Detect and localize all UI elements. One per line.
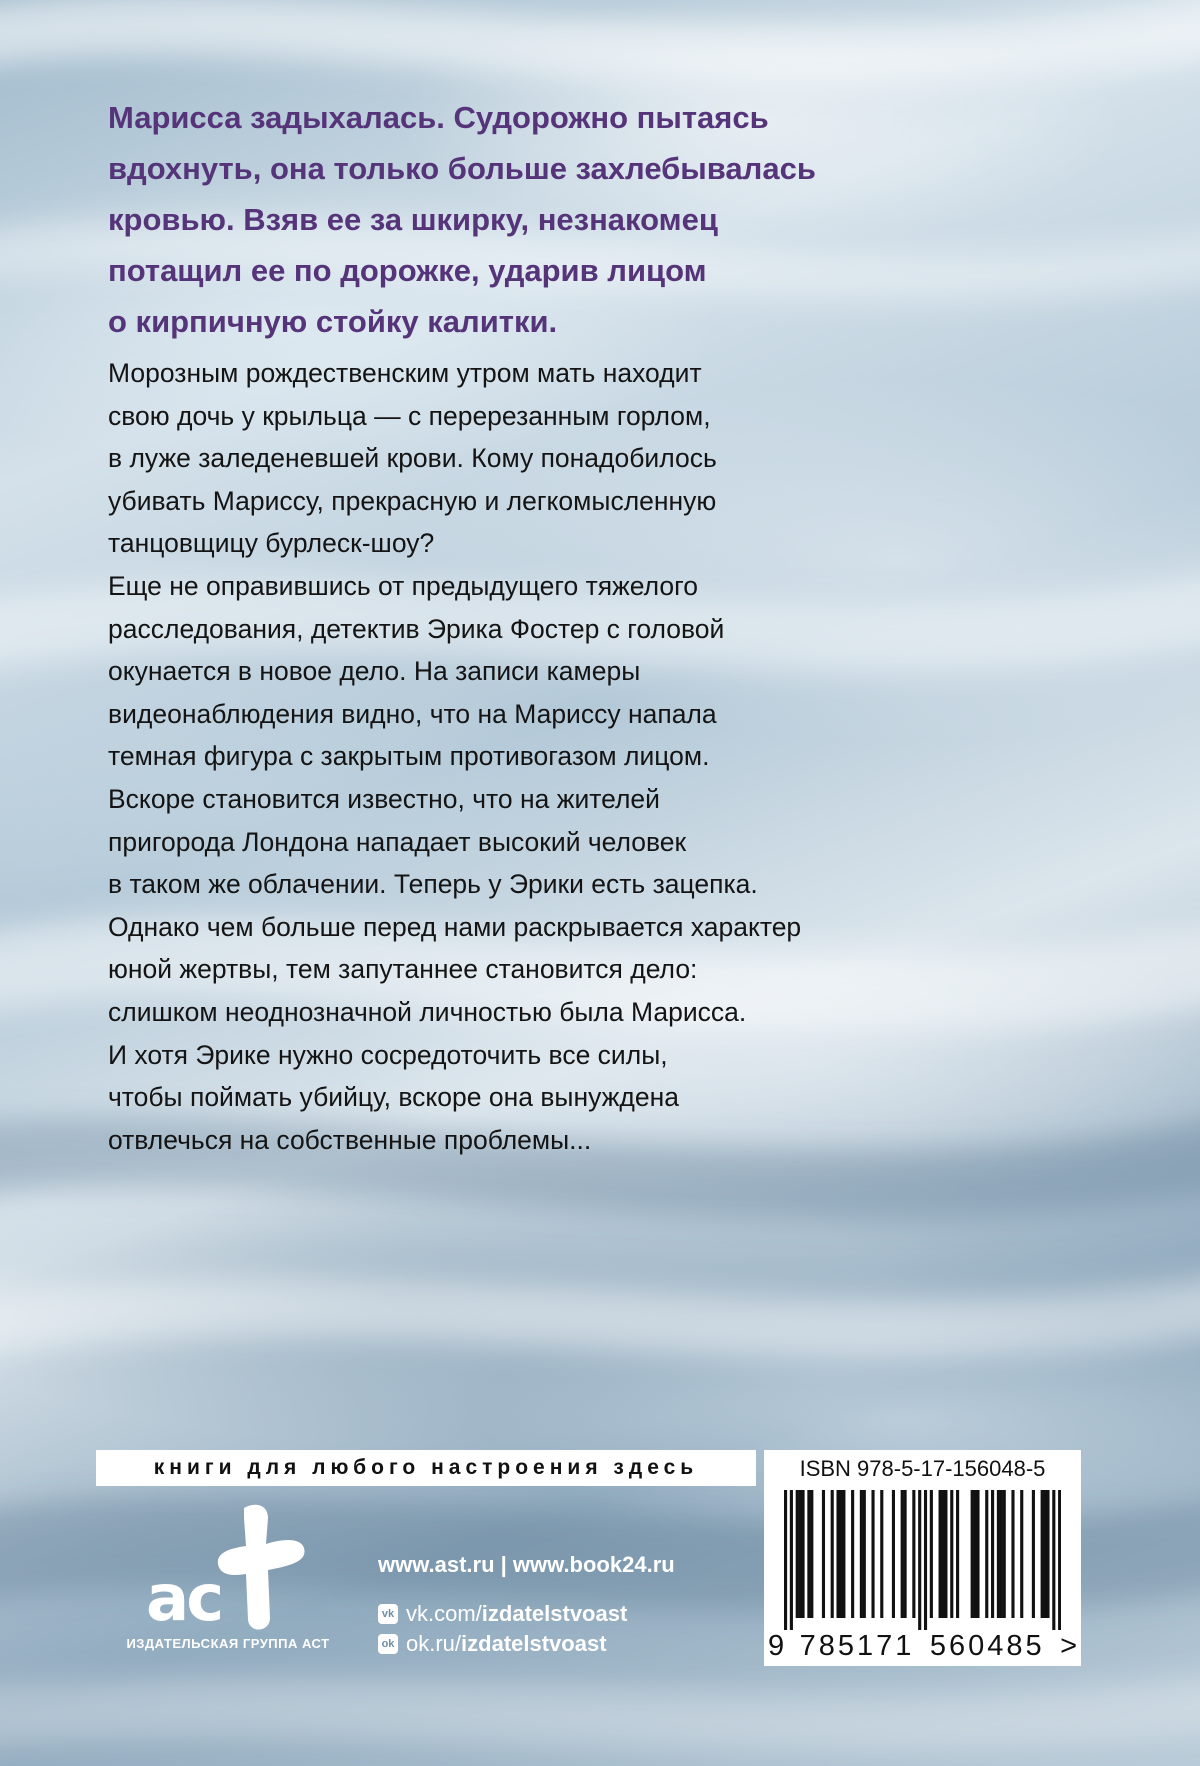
barcode-bar xyxy=(1041,1490,1044,1618)
barcode-bar xyxy=(860,1490,863,1618)
teaser-line: кровью. Взяв ее за шкирку, незнакомец xyxy=(108,202,718,237)
vk-link-handle: izdatelstvoast xyxy=(481,1601,628,1626)
publisher-links xyxy=(378,1552,675,1660)
barcode-bar xyxy=(880,1490,883,1618)
synopsis-line: танцовщицу бурлеск-шоу? xyxy=(108,528,435,559)
barcode-bar xyxy=(851,1490,854,1618)
synopsis-line: пригорода Лондона нападает высокий человек xyxy=(108,826,687,857)
barcode-bar xyxy=(991,1490,994,1618)
barcode-bar xyxy=(924,1490,927,1630)
barcode-bar xyxy=(790,1490,793,1630)
ok-link[interactable] xyxy=(378,1630,675,1658)
teaser-line: потащил ее по дорожке, ударив лицом xyxy=(108,253,707,288)
synopsis-line: И хотя Эрике нужно сосредоточить все силы, xyxy=(108,1039,668,1070)
synopsis-line: расследования, детектив Эрика Фостер с головой xyxy=(108,613,725,644)
barcode-right-group: 560485 xyxy=(929,1630,1045,1662)
vk-link[interactable] xyxy=(378,1600,675,1628)
barcode-bar xyxy=(997,1490,1000,1618)
barcode-left-group: 785171 xyxy=(799,1630,915,1662)
barcode-bar xyxy=(1032,1490,1035,1618)
barcode-bar xyxy=(1000,1490,1003,1618)
synopsis-line: в таком же облачении. Теперь у Эрики есть зацепка. xyxy=(108,869,758,900)
synopsis-line: окунается в новое дело. На записи камеры xyxy=(108,656,641,687)
barcode xyxy=(784,1490,1061,1630)
barcode-bar xyxy=(810,1490,813,1618)
barcode-bar xyxy=(831,1490,834,1618)
barcode-bar xyxy=(842,1490,845,1618)
barcode-bar xyxy=(1020,1490,1023,1618)
barcode-bar xyxy=(944,1490,947,1618)
synopsis-line: Однако чем больше перед нами раскрывается характер xyxy=(108,911,802,942)
barcode-bar xyxy=(871,1490,874,1618)
barcode-bar xyxy=(976,1490,979,1618)
synopsis-text xyxy=(108,352,828,1161)
ok-link-handle: izdatelstvoast xyxy=(461,1631,607,1656)
slogan-bar xyxy=(96,1450,756,1486)
vk-link-prefix: vk.com/ xyxy=(406,1601,482,1626)
synopsis-line: свою дочь у крыльца — с перерезанным горлом, xyxy=(108,400,711,431)
barcode-bar xyxy=(799,1490,802,1618)
barcode-bar xyxy=(1044,1490,1047,1618)
barcode-bar xyxy=(1052,1490,1055,1630)
barcode-panel xyxy=(764,1450,1081,1666)
barcode-bar xyxy=(784,1490,787,1630)
barcode-bar xyxy=(918,1490,921,1630)
barcode-bar xyxy=(1058,1490,1061,1630)
barcode-bar xyxy=(939,1490,942,1618)
barcode-bar xyxy=(956,1490,959,1618)
barcode-bar xyxy=(807,1490,810,1618)
barcode-bar xyxy=(892,1490,895,1618)
synopsis-line: Вскоре становится известно, что на жителей xyxy=(108,783,660,814)
barcode-bar xyxy=(839,1490,842,1618)
barcode-bar xyxy=(971,1490,974,1618)
barcode-end-mark: > xyxy=(1060,1630,1077,1662)
barcode-bar xyxy=(950,1490,953,1618)
teaser-paragraph xyxy=(108,92,816,347)
barcode-bar xyxy=(863,1490,866,1618)
barcode-digits xyxy=(768,1630,1077,1663)
synopsis-line: Еще не оправившись от предыдущего тяжелого xyxy=(108,570,698,601)
barcode-bar xyxy=(912,1490,915,1618)
synopsis-line: темная фигура с закрытым противогазом лицом. xyxy=(108,741,710,772)
barcode-bar xyxy=(904,1490,907,1618)
synopsis-line: в луже заледеневшей крови. Кому понадобилось xyxy=(108,443,717,474)
synopsis-line: отвлечься на собственные проблемы... xyxy=(108,1124,592,1155)
teaser-line: вдохнуть, она только больше захлебывалась xyxy=(108,151,816,186)
barcode-bar xyxy=(1046,1490,1049,1618)
barcode-bar xyxy=(974,1490,977,1618)
barcode-first-digit: 9 xyxy=(768,1630,785,1662)
synopsis-line: Морозным рождественским утром мать находит xyxy=(108,358,702,388)
barcode-bar xyxy=(1011,1490,1014,1618)
publisher-caption: ИЗДАТЕЛЬСКАЯ ГРУППА АСТ xyxy=(126,1636,330,1651)
teaser-line: Марисса задыхалась. Судорожно пытаясь xyxy=(108,100,769,135)
synopsis-line: слишком неоднозначной личностью была Марисса. xyxy=(108,996,747,1027)
website-links[interactable]: www.ast.ru | www.book24.ru xyxy=(378,1552,675,1577)
barcode-bar xyxy=(836,1490,839,1618)
vk-icon: vk xyxy=(378,1604,398,1624)
ast-cross-shape xyxy=(218,1505,305,1630)
synopsis-line: убивать Мариссу, прекрасную и легкомысленную xyxy=(108,485,717,516)
barcode-bar xyxy=(822,1490,825,1618)
barcode-bar xyxy=(801,1490,804,1618)
synopsis-line: юной жертвы, тем запутаннее становится дело: xyxy=(108,954,698,985)
barcode-bar xyxy=(796,1490,799,1618)
synopsis-line: видеонаблюдения видно, что на Мариссу напала xyxy=(108,698,717,729)
ok-link-prefix: ok.ru/ xyxy=(406,1631,462,1656)
ok-icon: ok xyxy=(378,1634,398,1654)
barcode-bar xyxy=(901,1490,904,1618)
barcode-bar xyxy=(985,1490,988,1618)
synopsis-line: чтобы поймать убийцу, вскоре она вынуждена xyxy=(108,1082,679,1113)
slogan-text: книги для любого настроения здесь xyxy=(153,1456,699,1479)
barcode-bar xyxy=(941,1490,944,1618)
isbn-label: ISBN 978-5-17-156048-5 xyxy=(799,1456,1046,1481)
teaser-line: о кирпичную стойку калитки. xyxy=(108,304,558,339)
ast-logo-letters: ас xyxy=(146,1562,222,1636)
barcode-bar xyxy=(930,1490,933,1618)
barcode-bar xyxy=(1003,1490,1006,1618)
